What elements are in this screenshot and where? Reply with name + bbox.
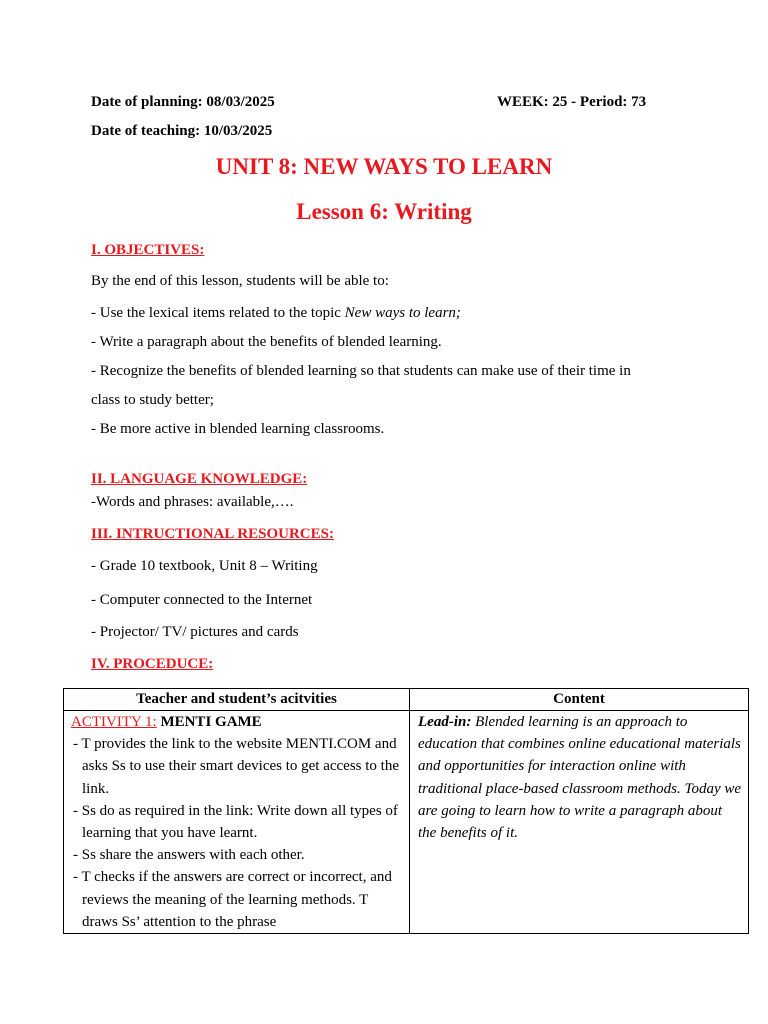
activity-step: - T provides the link to the website MENTI.COM and asks Ss to use their smart devices to get access to the link. (73, 736, 400, 797)
activity-step: - Ss do as required in the link: Write down all types of learning that you have learnt. (73, 802, 398, 842)
procedure-heading: IV. PROCEDUCE: (91, 656, 214, 672)
objective-topic: New ways to learn; (344, 305, 461, 321)
resource-item: - Grade 10 textbook, Unit 8 – Writing (91, 558, 318, 574)
resources-heading: III. INTRUCTIONAL RESOURCES: (91, 526, 334, 542)
activity-title (71, 711, 409, 733)
objectives-intro: By the end of this lesson, students will be able to: (91, 273, 389, 289)
week-period: WEEK: 25 - Period: 73 (497, 94, 647, 110)
teaching-date: Date of teaching: 10/03/2025 (91, 123, 273, 139)
language-words: -Words and phrases: available,…. (91, 494, 294, 510)
objective-item-1-text: - Use the lexical items related to the topic (91, 305, 345, 321)
unit-title: UNIT 8: NEW WAYS TO LEARN (215, 154, 553, 179)
resource-item: - Computer connected to the Internet (91, 592, 313, 608)
language-heading: II. LANGUAGE KNOWLEDGE: (91, 471, 308, 487)
lesson-title: Lesson 6: Writing (296, 199, 472, 224)
lead-in-label: Lead-in: (418, 714, 472, 730)
activity-step: - T checks if the answers are correct or incorrect, and reviews the meaning of the learning methods. T draws Ss’ attention to the phrase (73, 869, 392, 930)
column-header-activities: Teacher and student’s acitvities (64, 689, 410, 711)
activity-label: ACTIVITY 1: (71, 714, 157, 730)
objective-item-3-line-1: - Recognize the benefits of blended learning so that students can make use of their time in (91, 363, 631, 379)
activity-name: MENTI GAME (156, 714, 262, 730)
procedure-table (63, 688, 749, 934)
lead-in-text: Blended learning is an approach to education that combines online educational materials and opportunities for interaction online with traditional place-based classroom methods. Today we are going to learn how to write a paragraph about the benefits of it. (418, 714, 742, 842)
objective-item-2: - Write a paragraph about the benefits of blended learning. (91, 334, 442, 350)
objective-item-3-line-2: class to study better; (91, 392, 214, 408)
resource-item: - Projector/ TV/ pictures and cards (91, 624, 299, 640)
activity-step: - Ss share the answers with each other. (73, 847, 305, 864)
objectives-heading: I. OBJECTIVES: (91, 242, 205, 258)
activities-cell (64, 711, 410, 934)
objective-item-1 (91, 305, 461, 322)
planning-date: Date of planning: 08/03/2025 (91, 94, 275, 110)
objective-item-4: - Be more active in blended learning classrooms. (91, 421, 385, 437)
table-row (64, 711, 749, 934)
table-header-row (64, 689, 749, 711)
column-header-content: Content (410, 689, 749, 711)
content-cell (410, 711, 749, 934)
